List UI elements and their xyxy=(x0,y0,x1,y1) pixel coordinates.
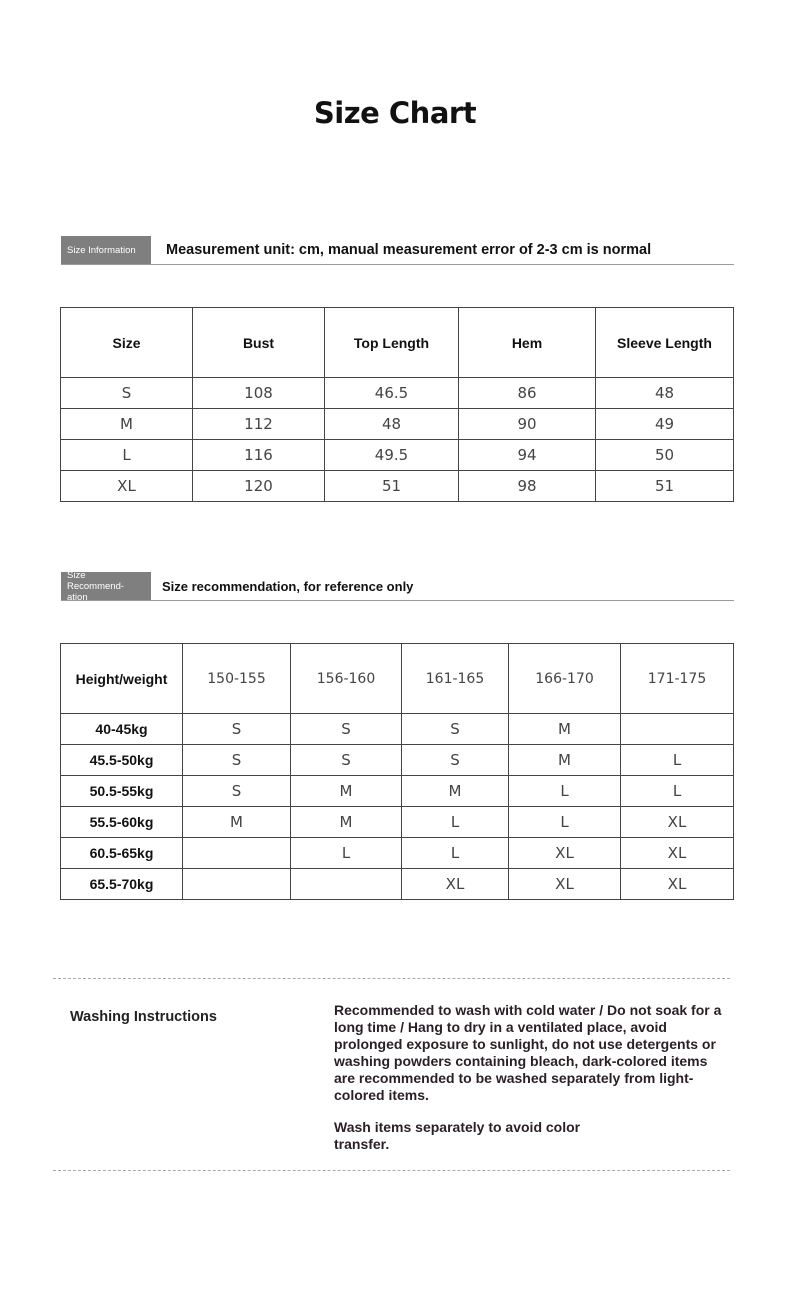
table-cell: XL xyxy=(621,838,734,869)
table-cell: 49.5 xyxy=(325,440,459,471)
table-cell: S xyxy=(183,776,291,807)
column-header: Hem xyxy=(459,308,596,378)
table-cell xyxy=(183,869,291,900)
table-cell: 90 xyxy=(459,409,596,440)
table-cell: 112 xyxy=(193,409,325,440)
table-row xyxy=(61,838,734,869)
row-header-cell: 65.5-70kg xyxy=(61,869,183,900)
table-cell: 86 xyxy=(459,378,596,409)
page-title: Size Chart xyxy=(313,96,477,130)
table-cell xyxy=(183,838,291,869)
table-cell: L xyxy=(291,838,402,869)
table-row xyxy=(61,776,734,807)
row-header-cell: 50.5-55kg xyxy=(61,776,183,807)
row-header-cell: 60.5-65kg xyxy=(61,838,183,869)
table-cell: L xyxy=(509,776,621,807)
washing-instructions-label: Washing Instructions xyxy=(70,1009,217,1025)
table-cell: M xyxy=(509,745,621,776)
table-cell: L xyxy=(402,807,509,838)
size-recommendation-badge-line1: Size Recommend- xyxy=(67,569,125,592)
table-header-row xyxy=(61,644,734,714)
table-cell: 48 xyxy=(596,378,734,409)
divider-bottom xyxy=(53,1170,730,1171)
table-cell: XL xyxy=(402,869,509,900)
column-header: Top Length xyxy=(325,308,459,378)
table-cell: 108 xyxy=(193,378,325,409)
row-header-cell: 55.5-60kg xyxy=(61,807,183,838)
table-cell: M xyxy=(402,776,509,807)
divider-top xyxy=(53,978,730,979)
table-row xyxy=(61,440,734,471)
row-header-cell: S xyxy=(61,378,193,409)
table-row xyxy=(61,869,734,900)
row-header-cell: XL xyxy=(61,471,193,502)
size-recommendation-badge xyxy=(61,569,151,603)
column-header: 166-170 xyxy=(509,644,621,714)
table-cell: M xyxy=(509,714,621,745)
table-header-row xyxy=(61,308,734,378)
table-cell: M xyxy=(291,776,402,807)
table-cell: XL xyxy=(621,869,734,900)
column-header: Height/weight xyxy=(61,644,183,714)
table-cell: S xyxy=(183,714,291,745)
size-information-table xyxy=(60,307,734,502)
row-header-cell: M xyxy=(61,409,193,440)
table-row xyxy=(61,745,734,776)
column-header: 161-165 xyxy=(402,644,509,714)
table-cell: 51 xyxy=(325,471,459,502)
table-cell: 98 xyxy=(459,471,596,502)
table-cell: S xyxy=(291,745,402,776)
size-information-badge-label: Size Information xyxy=(67,244,136,256)
table-cell: XL xyxy=(621,807,734,838)
column-header: 171-175 xyxy=(621,644,734,714)
table-cell: L xyxy=(621,776,734,807)
table-cell: S xyxy=(291,714,402,745)
table-cell: 94 xyxy=(459,440,596,471)
table-cell: S xyxy=(402,745,509,776)
table-row xyxy=(61,807,734,838)
table-cell: XL xyxy=(509,838,621,869)
row-header-cell: L xyxy=(61,440,193,471)
size-recommendation-header xyxy=(61,569,734,603)
column-header: Size xyxy=(61,308,193,378)
row-header-cell: 40-45kg xyxy=(61,714,183,745)
table-cell: S xyxy=(183,745,291,776)
table-row xyxy=(61,409,734,440)
table-cell: 120 xyxy=(193,471,325,502)
row-header-cell: 45.5-50kg xyxy=(61,745,183,776)
washing-instructions-paragraph-2: Wash items separately to avoid color transfer. xyxy=(334,1119,581,1152)
table-cell: 48 xyxy=(325,409,459,440)
washing-instructions-paragraph-1: Recommended to wash with cold water / Do not soak for a long time / Hang to dry in a ventilated place, avoid prolonged exposure to sunlight, do not use detergents or washing powders containing bleach, dark-colored items are recommended to be washed separately from light-colored items. xyxy=(334,1002,722,1103)
table-row xyxy=(61,714,734,745)
column-header: 150-155 xyxy=(183,644,291,714)
size-information-badge xyxy=(61,236,151,264)
column-header: Sleeve Length xyxy=(596,308,734,378)
table-cell: 46.5 xyxy=(325,378,459,409)
table-cell: L xyxy=(402,838,509,869)
size-recommendation-badge-line2: ation xyxy=(67,591,88,603)
table-row xyxy=(61,471,734,502)
table-row xyxy=(61,378,734,409)
size-information-description: Measurement unit: cm, manual measurement error of 2-3 cm is normal xyxy=(166,242,652,258)
column-header: Bust xyxy=(193,308,325,378)
table-cell: 50 xyxy=(596,440,734,471)
size-recommendation-table xyxy=(60,643,734,900)
size-recommendation-description: Size recommendation, for reference only xyxy=(162,579,414,594)
table-cell: 116 xyxy=(193,440,325,471)
table-cell xyxy=(621,714,734,745)
table-cell: S xyxy=(402,714,509,745)
table-cell: M xyxy=(183,807,291,838)
size-information-header xyxy=(61,236,734,265)
table-cell: 49 xyxy=(596,409,734,440)
table-cell: XL xyxy=(509,869,621,900)
table-cell: L xyxy=(621,745,734,776)
column-header: 156-160 xyxy=(291,644,402,714)
table-cell: L xyxy=(509,807,621,838)
table-cell xyxy=(291,869,402,900)
table-cell: 51 xyxy=(596,471,734,502)
table-cell: M xyxy=(291,807,402,838)
